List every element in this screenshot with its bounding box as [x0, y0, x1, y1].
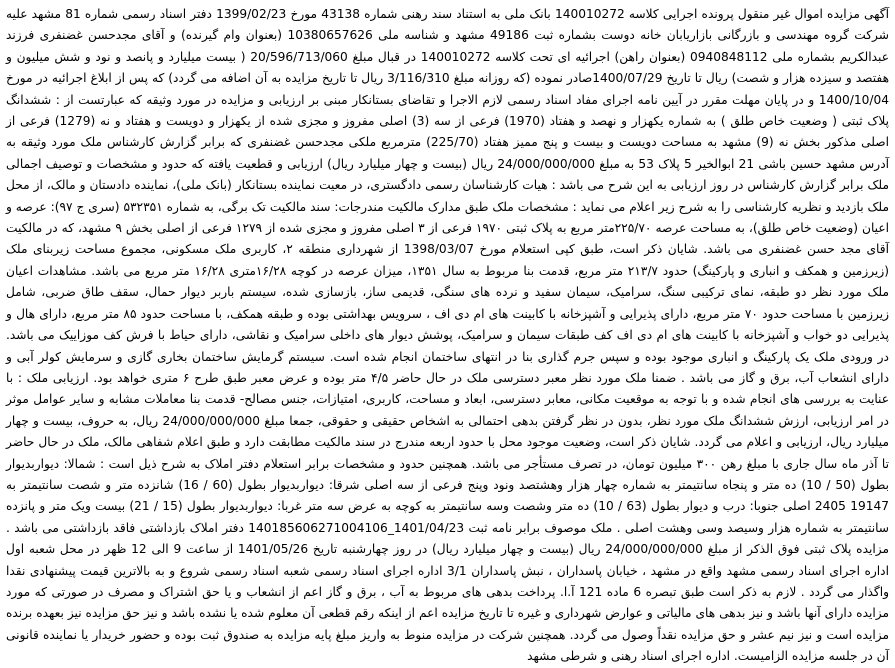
- notice-body-text: آگهی مزایده اموال غیر منقول پرونده اجرایی کلاسه 140010272 بانک ملی به استناد سند رهنی شماره 43138 مورخ 1399/02/23 دفتر اسناد رسمی شماره 81 مشهد علیه شرکت گروه مهندسی و بازرگانی بازاریابان خانه دوست بشماره ثبت 49186 مشهد و شناسه ملی 10380657626 (بعنوان وام گیرنده) و آقای مجدحسن غضنفری فرزند عبدالکریم بشماره ملی 0940848112 (بعنوان راهن) اجرائیه ای تحت کلاسه 140010272 در قبال مبلغ 20/596/713/060 ( بیست میلیارد و پانصد و نود و شش میلیون و هفتصد و سیزده هزار و شصت) ریال تا تاریخ 1400/07/29صادر نموده (که روزانه مبلغ 3/116/310 ریال تا تاریخ مزایده به آن اضافه می گردد) که پس از ابلاغ اجرائیه در مورخ 1400/10/04 و در پایان مهلت مقرر در آیین نامه اجرای مفاد اسناد رسمی لازم الاجرا و تقاضای بستانکار مبنی بر ارزیابی و مزایده در مورد وثیقه که عبارتست از : ششدانگ پلاک ثبتی ( وضعیت خاص طلق ) به شماره یکهزار و نهصد و هفتاد (1970) فرعی از سه (3) اصلی مفروز و مجزی شده از یکهزار و دویست و هفتاد و نه (1279) فرعی از اصلی مذکور بخش نه (9) مشهد به مساحت دویست و بیست و پنج مميز هفتاد (225/70) مترمربع ملکی مجدحسن غضنفری که برابر گزارش کارشناس ملک مورد وثیقه به آدرس مشهد حسین باشی 21 ابوالخیر 5 پلاک 53 به مبلغ 24/000/000/000 ریال (بیست و چهار میلیارد ریال) ارزیابی و قطعیت یافته که حدود و مشخصات و توصیف اجمالی ملک برابر گزارش کارشناس در روز ارزیابی به این شرح می باشد : هیات کارشناسان رسمی دادگستری، در معیت نماینده بستانکار (بانک ملی)، نماینده دادستان و مالک، از محل ملک بازدید و نظریه کارشناسی را به شرح زیر اعلام می نماید : مشخصات ملک طبق مدارک مالکیت مندرجات: سند مالکیت تک برگی، به شماره ۵۳۲۳۵۱ (سری ج ۹۷): عرصه و اعیان (وضعیت خاص طلق)، به مساحت عرصه ۲۲۵/۷۰متر مربع به پلاک ثبتی ۱۹۷۰ فرعی از ۳ اصلی مفروز و مجزی شده از ۱۲۷۹ فرعی از اصلی بخش ۹ مشهد، که در مالکیت آقای مجد حسن غضنفری می باشد. شایان ذکر است، طبق کپی استعلام مورخ 1398/03/07 از شهرداری منطقه ۲، کاربری ملک مسکونی، مجموع مساحت زیربنای ملک (زیرزمین و همکف و انباری و پارکینگ) حدود ۲۱۳/۷ متر مربع، قدمت بنا مربوط به سال ۱۳۵۱، میزان عرصه در کوچه ۱۶/۲۸متری ۱۶/۲۸ متر مربع می باشد. مشاهدات اعیان ملک مورد نظر دو طبقه، نمای ترکیبی سنگ، سرامیک، سیمان سفید و نرده های سنگی، قدیمی ساز، بازسازی شده، سیستم باربر دیوار حمال، سقف طاق ضربی، شامل زیرزمین با مساحت حدود ۷۰ متر مربع، دارای پذیرایی و آشپزخانه با کابینت های ام دی اف ، سرویس بهداشتی بوده و طبقه همکف، با مساحت حدود ۸۵ متر مربع، دارای هال و پذیرایی دو خواب و آشپزخانه با کابینت های ام دی اف کف طبقات سیمان و سرامیک، پوشش دیوار های داخلی سرامیک و نقاشی، دارای حیاط با فرش کف موزاییک می باشد. در ورودی ملک یک پارکینگ و انباری موجود بوده و سپس جرم گذاری بنا در انتهای ساختمان انجام شده است. سیستم گرمایش ساختمان بخاری گازی و سرمایش کولر آبی و دارای انشعاب آب، برق و گاز می باشد . ضمنا ملک مورد نظر معبر دسترسی ملک در حال حاضر ۴/۵ متر بوده و عرض معبر طبق طرح ۶ متری خواهد بود. ارزیابی ملک : با عنایت به بررسی های انجام شده و با توجه به موقعیت مکانی، معابر دسترسی، ابعاد و مساحت، کاربری، امتیازات، جنس مصالح- قدمت بنا معاملات مشابه و سایر عوامل موثر در امر ارزیابی، ارزش ششدانگ ملک مورد نظر، بدون در نظر گرفتن بدهی احتمالی به اشخاص حقیقی و حقوقی، جمعا مبلغ 24/000/000/000 ریال، به حروف، بیست و چهار میلیارد ریال، ارزیابی و اعلام می گردد. شایان ذکر است، وضعیت موجود محل با حدود اربعه مندرج در سند مالکیت مطابقت دارد و طبق اعلام شفاهی مالک، ملک در حال حاضر تا آذر ماه سال جاری با مبلغ رهن ۳۰۰ میلیون تومان، در تصرف مستأجر می باشد. همچنین حدود و مشخصات برابر استعلام دفتر املاک به شرح ذیل است : شمالا: دیواربدیوار بطول (50 / 10) ده متر و پنجاه سانتیمتر به شماره چهار هزار وهشتصد ونود وپنج فرعی از سه اصلی شرقا: دیواربدیوار بطول (60 / 16) شانزده متر و شصت سانتیمتر به 19147 2405 اصلی جنوبا: درب و دیوار بطول (63 / 10) ده متر وشصت وسه سانتیمتر به کوچه به عرض سه متر غربا: دیواربدیوار بطول (15 / 21) بیست ویک متر و پانزده سانتیمتر به شماره هزار وسیصد وسی وهشت اصلی . ملک موصوف برابر نامه ثبت 1401/04/23_14018560627​1004106 دفتر املاک بازداشتی فاقد بازداشتی می باشد . مزایده پلاک ثبتی فوق الذکر از مبلغ 24/000/000/000 ریال (بیست و چهار میلیارد ریال) در روز چهارشنبه تاریخ 1401/05/26 از ساعت 9 الی 12 ظهر در محل شعبه اول اداره اجرای اسناد رسمی مشهد واقع در مشهد ، خیابان پاسداران ، نبش پاسداران 3/1 اداره اجرای اسناد رسمی شعبه اسناد رسمی شروع و به بالاترین قیمت پیشنهادی نقدا واگذار می گردد . لازم به ذکر است طبق تبصره 6 ماده 121 آ.ا. پرداخت بدهی های مربوط به آب ، برق و گاز اعم از انشعاب و یا حق اشتراک و مصرف در صورتی که مورد مزایده دارای آنها باشد و نیز بدهی های مالیاتی و عوارض شهرداری و غیره تا تاریخ مزایده اعم از اینکه رقم قطعی آن معلوم شده یا نشده باشد و نیز حق مزایده نیز بعهده برنده مزایده است و نیز نیم عشر و حق مزایده نقداً وصول می گردد. همچنین شرکت در مزایده منوط به واریز مبلغ پایه مزایده به صندوق ثبت بوده و حضور خریدار یا نماینده قانونی آن در جلسه مزایده الزامیست. اداره اجرای اسناد رهنی و شرطی مشهد: [6, 7, 890, 664]
